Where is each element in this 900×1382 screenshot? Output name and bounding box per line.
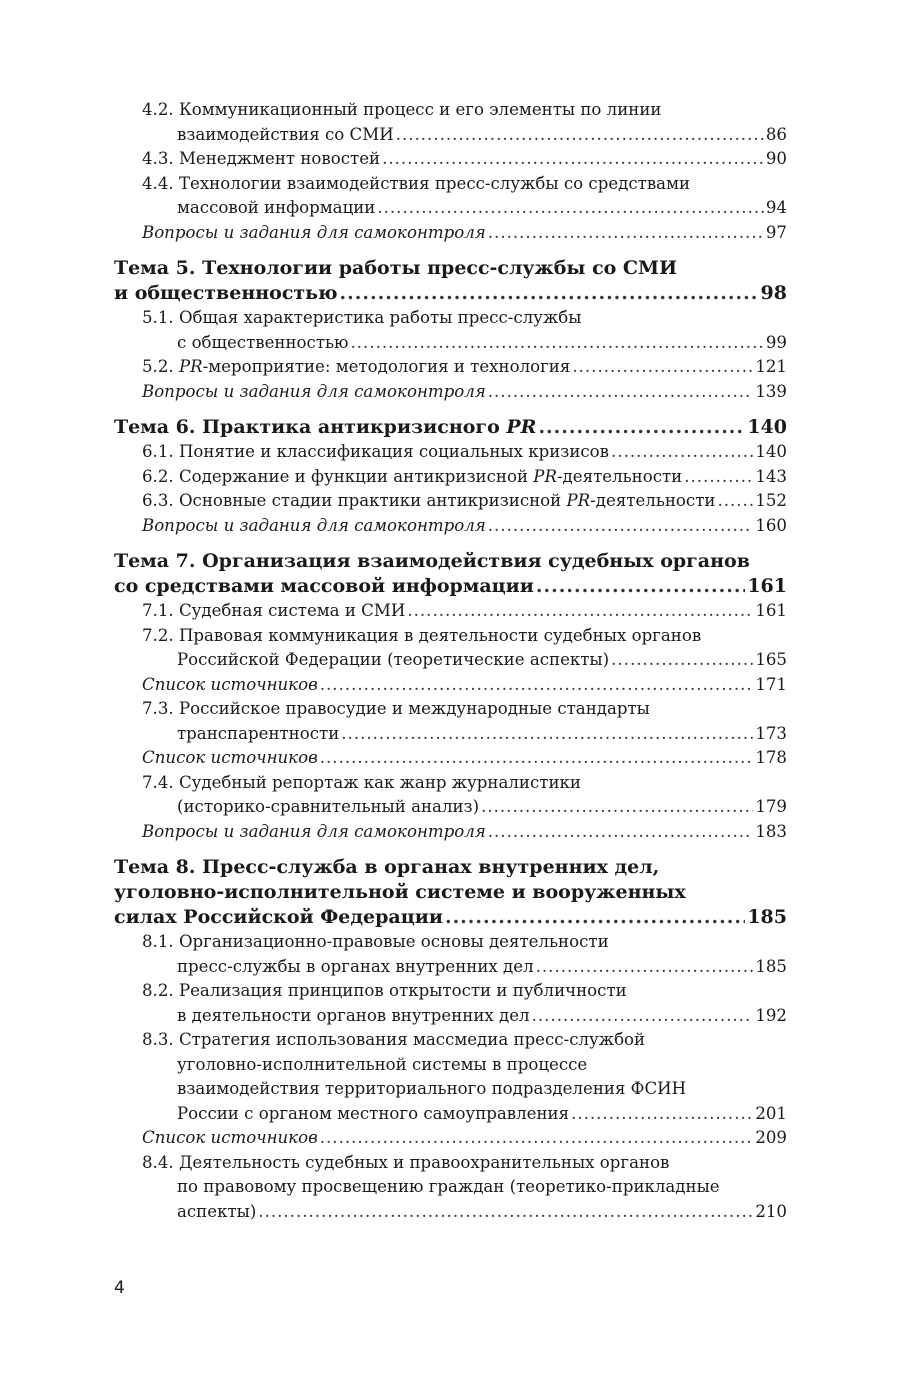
toc-page-number: 121 [755,357,787,376]
toc-chapter-entry[interactable] [114,549,787,599]
toc-entry-title: Вопросы и задания для самоконтроля [142,821,486,841]
toc-page-number: 140 [747,416,787,438]
toc-entry-title: силах Российской Федерации [114,906,443,928]
dot-leader [340,281,759,306]
toc-entry-line [114,905,787,930]
toc-page-number: 161 [747,575,787,597]
toc-entry-title: Список источников [142,674,318,694]
toc-entry-line [142,1200,787,1225]
toc-entry-line [142,221,787,246]
toc-page-number: 185 [755,956,787,976]
toc-section-entry[interactable] [114,930,787,979]
toc-appendix-entry[interactable] [114,746,787,771]
page-number: 4 [114,1278,125,1298]
dot-leader [717,489,753,514]
toc-entry-line: 8.4. Деятельность судебных и правоохранительных органов [142,1152,670,1172]
toc-page-number: 140 [755,442,787,461]
toc-page-number: 192 [755,1005,787,1025]
toc-entry-line: Тема 7. Организация взаимодействия судебных органов [114,550,750,572]
toc-page-number: 90 [765,149,787,168]
table-of-contents [114,98,787,1224]
toc-entry-line [142,380,787,405]
dot-leader [488,514,754,539]
toc-appendix-entry[interactable] [114,820,787,845]
toc-section-entry[interactable] [114,771,787,820]
toc-entry-title: Список источников [142,1128,318,1147]
toc-page-number: 183 [755,821,787,841]
toc-page-number: 86 [765,124,787,144]
toc-section-entry[interactable] [114,599,787,624]
dot-leader [341,722,753,747]
toc-entry-title: Вопросы и задания для самоконтроля [142,222,486,242]
toc-entry-line [142,1126,787,1151]
toc-entry-title: 5.2. PR-мероприятие: методология и технология [142,357,571,376]
dot-leader [396,123,764,148]
toc-section-entry[interactable] [114,147,787,172]
dot-leader [320,673,754,698]
toc-entry-title: транспарентности [177,723,340,743]
toc-entry-line [142,599,787,624]
toc-entry-title: взаимодействия со СМИ [177,124,394,144]
toc-appendix-entry[interactable] [114,673,787,698]
dot-leader [351,331,764,356]
toc-page-number: 99 [765,332,787,352]
toc-appendix-entry[interactable] [114,380,787,405]
toc-section-entry[interactable] [114,1151,787,1225]
toc-page-number: 152 [755,491,787,510]
toc-entry-title: со средствами массовой информации [114,575,534,597]
toc-entry-line [142,1102,787,1127]
toc-entry-title: 6.1. Понятие и классификация социальных кризисов [142,442,610,461]
toc-entry-line [142,722,787,747]
toc-entry-line [142,1004,787,1029]
toc-entry-line [142,820,787,845]
toc-entry-line: по правовому просвещению граждан (теоретико-прикладные [177,1177,720,1196]
toc-page-number: 173 [755,723,787,743]
toc-entry-title: пресс-службы в органах внутренних дел [177,956,534,976]
dot-leader [488,221,764,246]
toc-entry-title: массовой информации [177,198,376,217]
toc-entry-line [114,281,787,306]
toc-section-entry[interactable] [114,98,787,147]
dot-leader [538,415,745,440]
toc-page-number: 171 [755,674,787,694]
toc-page-number: 94 [765,198,787,217]
toc-entry-line [142,440,787,465]
toc-entry-title: России с органом местного самоуправления [177,1103,570,1123]
toc-entry-title: в деятельности органов внутренних дел [177,1005,530,1025]
toc-chapter-entry[interactable] [114,855,787,930]
toc-appendix-entry[interactable] [114,514,787,539]
dot-leader [320,746,754,771]
toc-entry-line: 4.2. Коммуникационный процесс и его элементы по линии [142,100,662,119]
toc-page-number: 139 [755,381,787,401]
toc-entry-line: 8.2. Реализация принципов открытости и публичности [142,981,627,1000]
toc-entry-line: 7.4. Судебный репортаж как жанр журналистики [142,772,581,792]
toc-entry-line [142,514,787,539]
toc-entry-title: Российской Федерации (теоретические аспекты) [177,650,610,669]
toc-section-entry[interactable] [114,440,787,465]
dot-leader [445,905,745,930]
dot-leader [611,440,753,465]
toc-section-entry[interactable] [114,172,787,221]
toc-entry-line [142,746,787,771]
toc-chapter-entry[interactable] [114,256,787,306]
toc-page-number: 165 [755,650,787,669]
toc-page-number: 143 [755,466,787,486]
toc-entry-line: 8.3. Стратегия использования массмедиа пресс-службой [142,1030,646,1049]
toc-section-entry[interactable] [114,979,787,1028]
toc-entry-title: Вопросы и задания для самоконтроля [142,515,486,535]
toc-entry-line: 5.1. Общая характеристика работы пресс-службы [142,308,582,327]
dot-leader [684,465,753,490]
toc-entry-line [142,123,787,148]
toc-section-entry[interactable] [114,306,787,355]
toc-entry-line [142,196,787,221]
dot-leader [481,795,753,820]
dot-leader [377,196,764,221]
toc-page-number: 209 [755,1128,787,1147]
dot-leader [382,147,764,172]
dot-leader [536,574,745,599]
toc-section-entry[interactable] [114,489,787,514]
toc-section-entry[interactable] [114,697,787,746]
toc-entry-line: 7.3. Российское правосудие и международные стандарты [142,699,650,718]
toc-appendix-entry[interactable] [114,1126,787,1151]
dot-leader [571,1102,753,1127]
toc-entry-title: 7.1. Судебная система и СМИ [142,601,406,620]
toc-chapter-entry[interactable] [114,415,787,440]
toc-page-number: 161 [755,601,787,620]
toc-entry-line [114,415,787,440]
dot-leader [488,820,754,845]
toc-section-entry[interactable] [114,355,787,380]
dot-leader [572,355,753,380]
toc-page-number: 201 [755,1103,787,1123]
toc-entry-line: уголовно-исполнительной системе и вооруженных [114,881,686,903]
toc-page-number: 210 [755,1201,787,1221]
dot-leader [258,1200,753,1225]
dot-leader [611,648,753,673]
dot-leader [532,1004,754,1029]
toc-page-number: 97 [765,222,787,242]
toc-entry-line [142,147,787,172]
dot-leader [407,599,753,624]
dot-leader [320,1126,754,1151]
toc-entry-title: аспекты) [177,1201,257,1221]
toc-entry-line: 7.2. Правовая коммуникация в деятельности судебных органов [142,625,702,645]
toc-entry-line [142,795,787,820]
toc-entry-title: Вопросы и задания для самоконтроля [142,381,486,401]
toc-entry-title: 4.3. Менеджмент новостей [142,149,381,168]
dot-leader [536,955,754,980]
toc-entry-title: и общественностью [114,282,338,304]
toc-entry-line: 8.1. Организационно-правовые основы деятельности [142,932,609,951]
toc-entry-line: Тема 5. Технологии работы пресс-службы со СМИ [114,257,678,279]
toc-page-number: 160 [755,515,787,535]
toc-entry-line [142,331,787,356]
toc-entry-line [142,673,787,698]
toc-entry-line [114,574,787,599]
toc-entry-line [142,955,787,980]
toc-entry-line: 4.4. Технологии взаимодействия пресс-службы со средствами [142,173,691,193]
toc-entry-title: 6.3. Основные стадии практики антикризисной PR-деятельности [142,491,716,510]
toc-entry-line [142,489,787,514]
toc-entry-line [142,465,787,490]
toc-entry-title: (историко-сравнительный анализ) [177,797,480,816]
toc-page-number: 185 [747,906,787,928]
toc-entry-title: с общественностью [177,332,349,352]
toc-page-number: 178 [755,748,787,767]
toc-section-entry[interactable] [114,624,787,673]
toc-entry-line: уголовно-исполнительной системы в процессе [177,1054,588,1074]
toc-entry-line: взаимодействия территориального подразделения ФСИН [177,1079,687,1098]
toc-entry-line [142,355,787,380]
toc-entry-title: Список источников [142,748,318,767]
toc-entry-line: Тема 8. Пресс-служба в органах внутренних дел, [114,856,660,878]
dot-leader [488,380,754,405]
toc-page-number: 179 [755,797,787,816]
toc-entry-title: Тема 6. Практика антикризисного PR [114,416,537,438]
toc-page-number: 98 [760,282,787,304]
toc-entry-line [142,648,787,673]
toc-entry-title: 6.2. Содержание и функции антикризисной PR-деятельности [142,466,683,486]
toc-section-entry[interactable] [114,465,787,490]
toc-appendix-entry[interactable] [114,221,787,246]
toc-section-entry[interactable] [114,1028,787,1126]
